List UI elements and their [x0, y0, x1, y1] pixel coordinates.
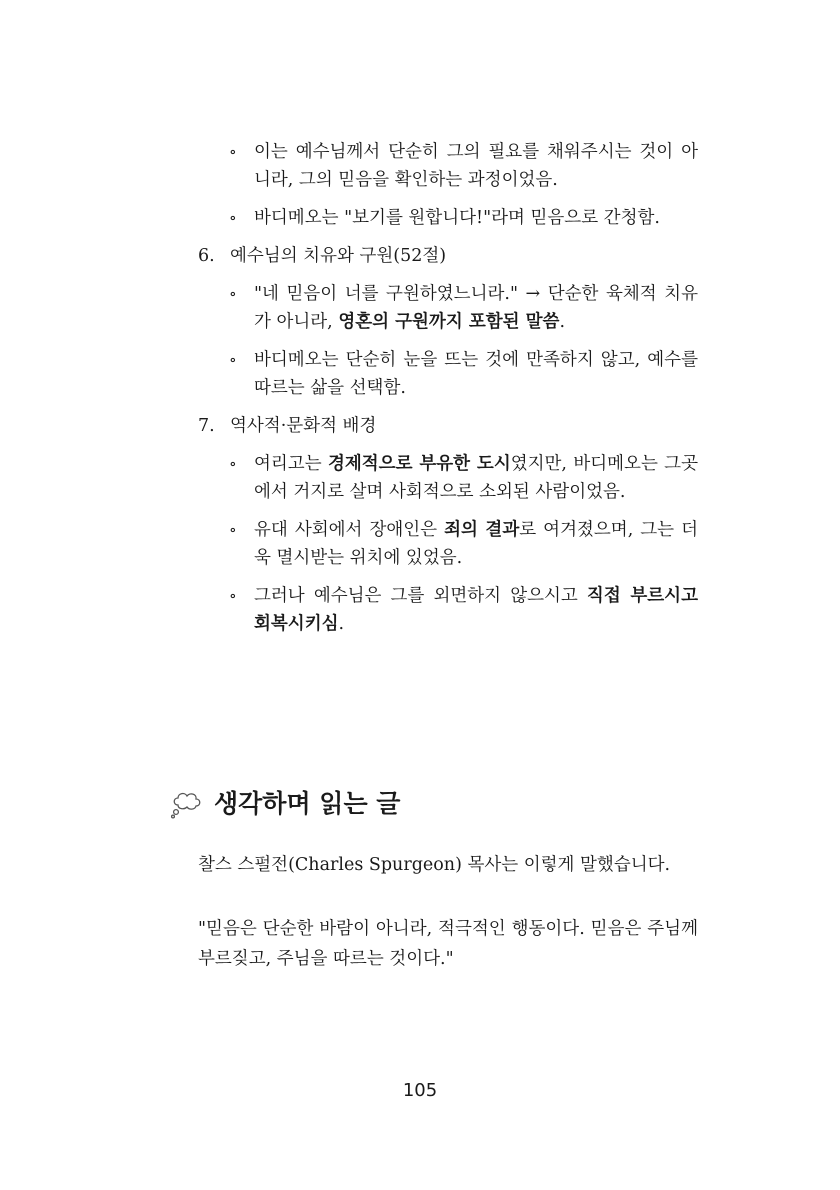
list-item [198, 450, 698, 506]
list-content [198, 138, 698, 648]
emphasis: 죄의 결과 [444, 520, 520, 540]
item-text: "네 믿음이 너를 구원하였느니라." → 단순한 육체적 치유가 아니라, 영혼의 구원까지 포함된 말씀. [254, 284, 698, 332]
item-text: 이는 예수님께서 단순히 그의 필요를 채워주시는 것이 아니라, 그의 믿음을 확인하는 과정이었음. [254, 142, 698, 190]
list-item [198, 204, 698, 232]
item-text: 예수님의 치유와 구원(52절) [230, 246, 447, 266]
item-number: 6. [198, 246, 215, 266]
list-item [198, 138, 698, 194]
item-number: 7. [198, 416, 215, 436]
numbered-item-6 [198, 242, 698, 270]
list-item [198, 516, 698, 572]
quote-paragraph: "믿음은 단순한 바람이 아니라, 적극적인 행동이다. 믿음은 주님께 부르짖고, 주님을 따르는 것이다." [198, 919, 698, 969]
item-text: 역사적·문화적 배경 [230, 416, 377, 436]
bullet-icon: ∘ [229, 208, 237, 227]
thought-bubble-icon [170, 789, 204, 819]
section-heading [170, 786, 400, 822]
item-text: 여리고는 경제적으로 부유한 도시였지만, 바디메오는 그곳에서 거지로 살며 사회적으로 소외된 사람이었음. [254, 454, 698, 502]
bullet-icon: ∘ [229, 454, 237, 473]
body-paragraph: 찰스 스펄전(Charles Spurgeon) 목사는 이렇게 말했습니다. [198, 855, 671, 875]
item-text: 그러나 예수님은 그를 외면하지 않으시고 직접 부르시고 회복시키심. [254, 586, 698, 634]
page-number: 105 [402, 1080, 438, 1101]
item-text: 바디메오는 단순히 눈을 뜨는 것에 만족하지 않고, 예수를 따르는 삶을 선택함. [254, 350, 698, 398]
list-item [198, 280, 698, 336]
list-item [198, 346, 698, 402]
numbered-item-7 [198, 412, 698, 440]
emphasis: 경제적으로 부유한 도시 [327, 454, 511, 474]
bullet-icon: ∘ [229, 284, 237, 303]
bullet-icon: ∘ [229, 142, 237, 161]
bullet-icon: ∘ [229, 520, 237, 539]
emphasis: 직접 부르시고 회복시키심 [254, 586, 698, 634]
heading-text: 생각하며 읽는 글 [214, 789, 401, 818]
bullet-icon: ∘ [229, 350, 237, 369]
item-text: 유대 사회에서 장애인은 죄의 결과로 여겨졌으며, 그는 더욱 멸시받는 위치에 있었음. [254, 520, 698, 568]
item-text: 바디메오는 "보기를 원합니다!"라며 믿음으로 간청함. [254, 208, 660, 228]
bullet-icon: ∘ [229, 586, 237, 605]
emphasis: 영혼의 구원까지 포함된 말씀 [338, 312, 560, 332]
list-item [198, 582, 698, 638]
